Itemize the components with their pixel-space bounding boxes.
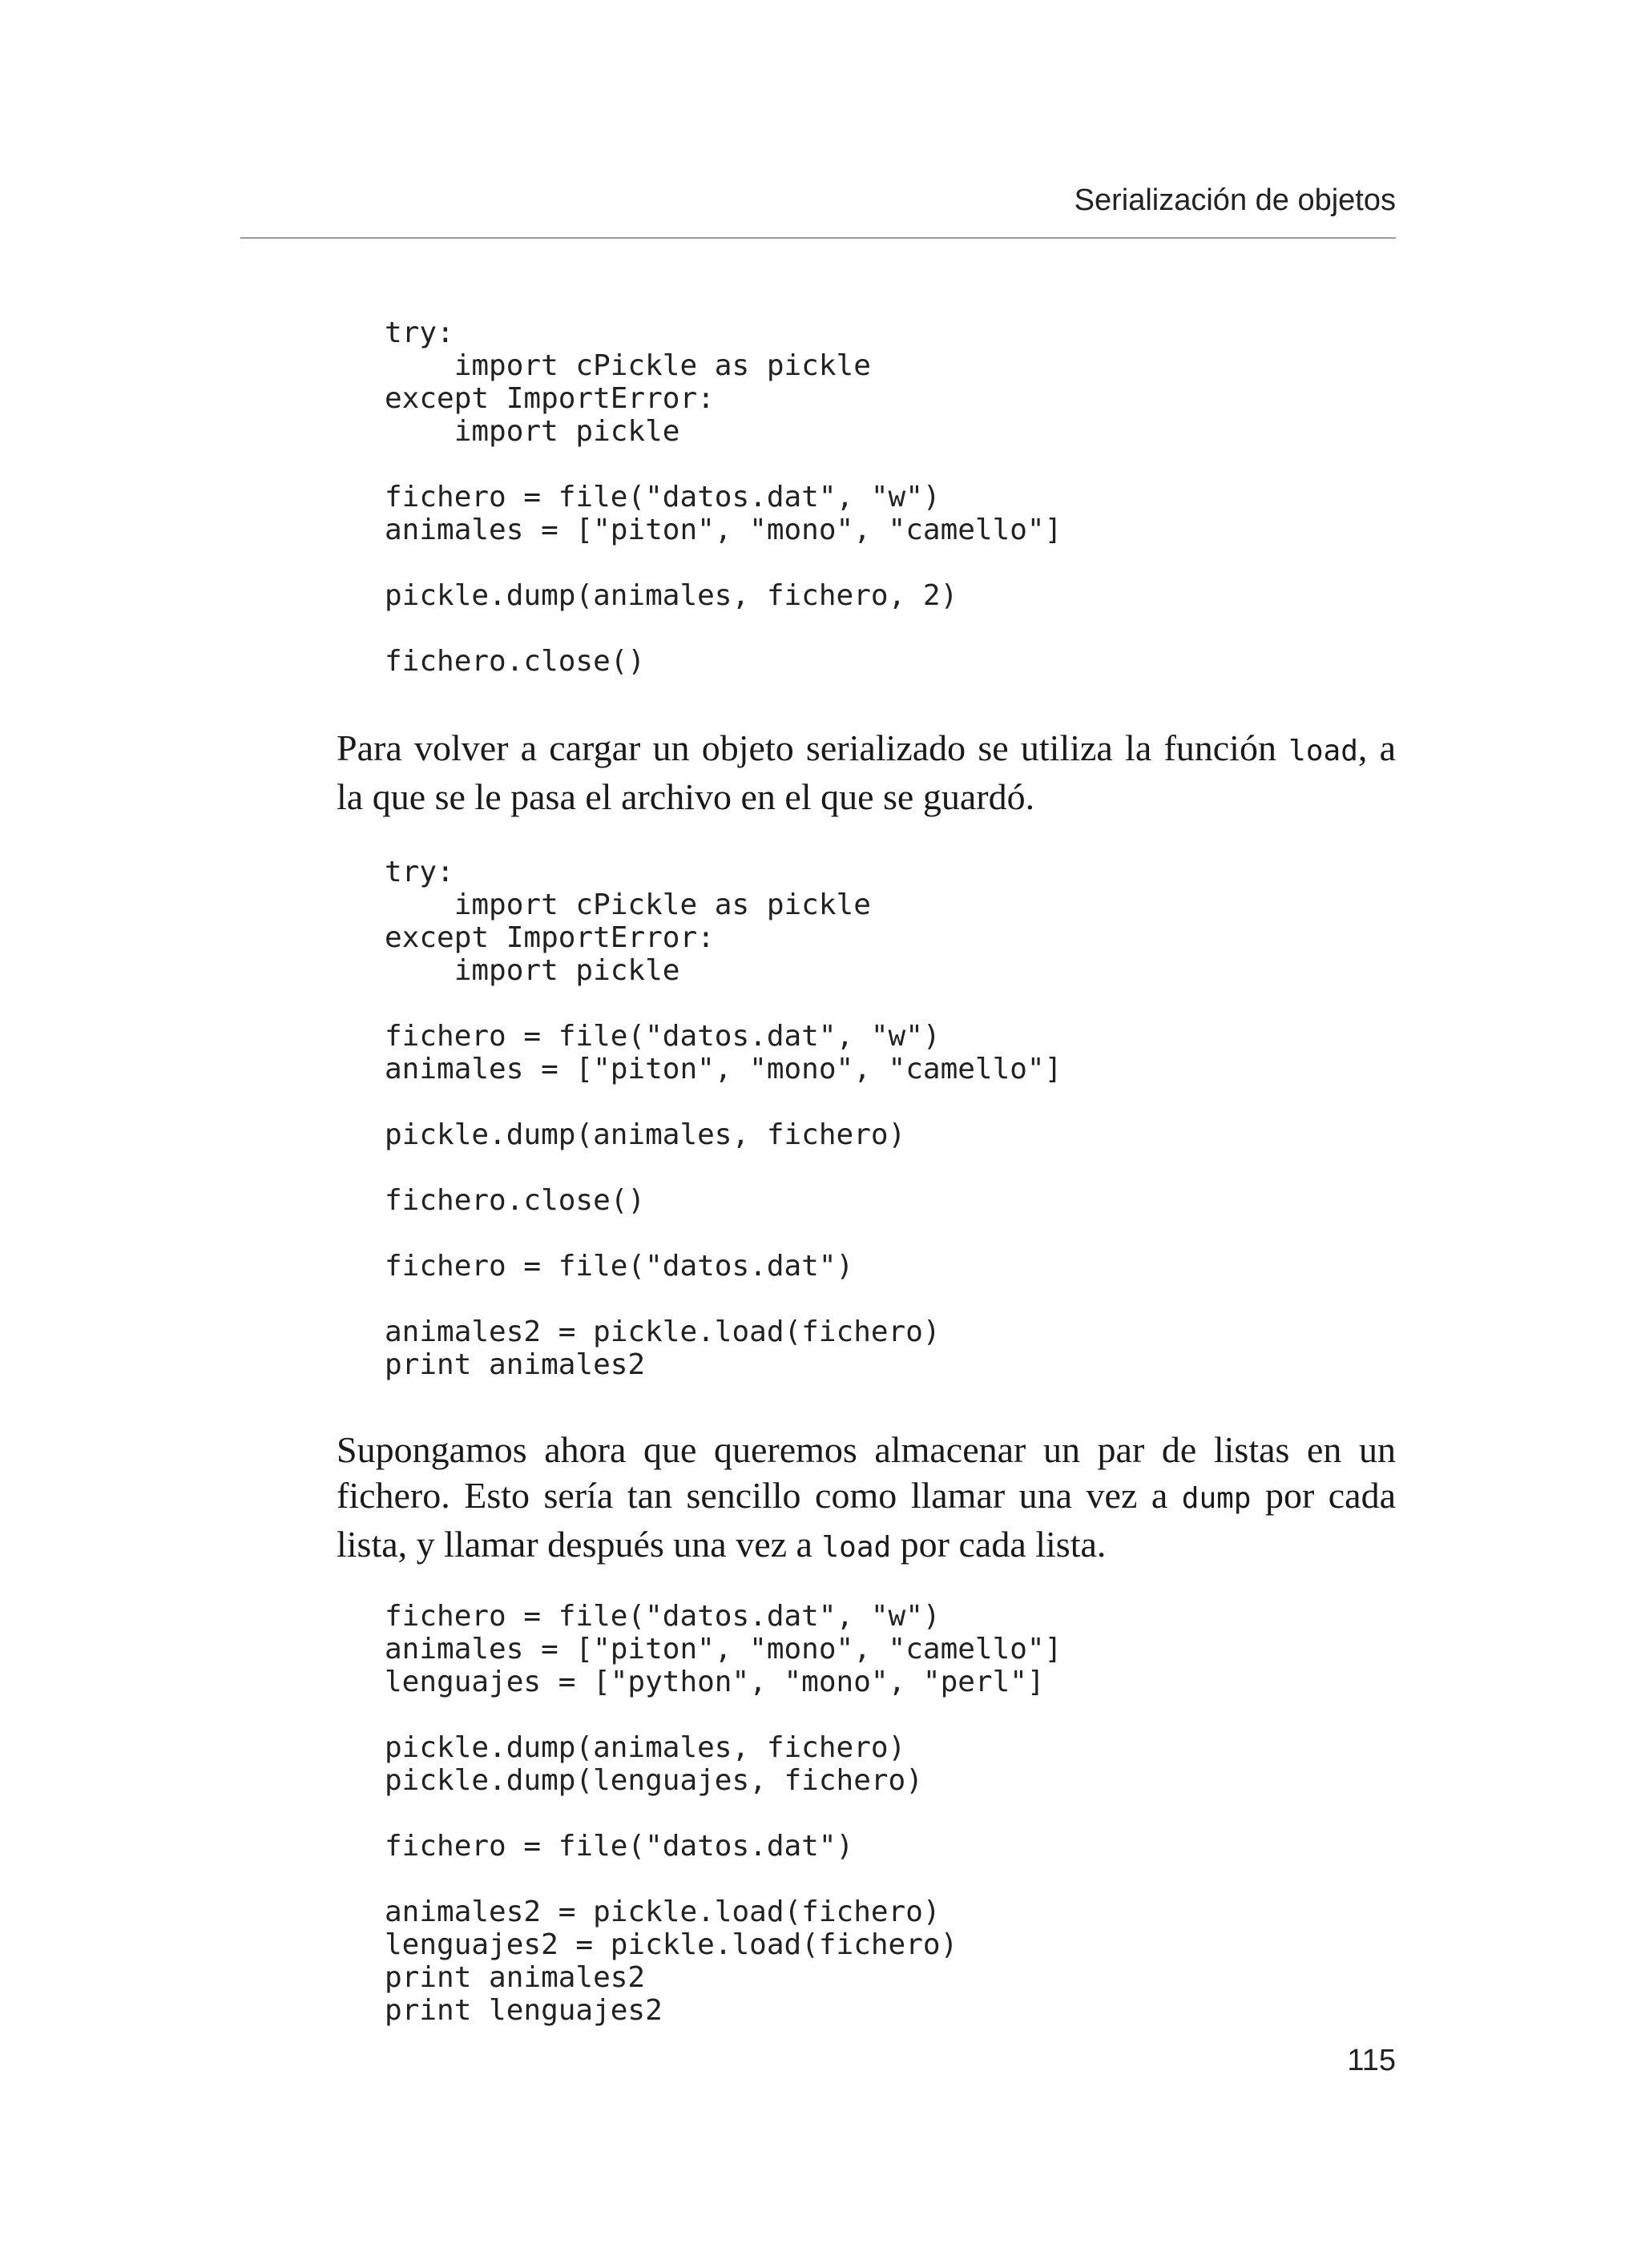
- code-line: fichero = file("datos.dat"): [385, 1830, 854, 1863]
- code-blank-line: [385, 1797, 1062, 1830]
- code-line: import pickle: [385, 954, 680, 987]
- code-line: print animales2: [385, 1961, 646, 1994]
- header-rule: [240, 237, 1396, 239]
- code-block-load: [385, 856, 1062, 1381]
- code-line: import pickle: [385, 415, 680, 448]
- code-blank-line: [385, 612, 1062, 645]
- code-blank-line: [385, 1086, 1062, 1118]
- paragraph-load-intro: [337, 725, 1396, 820]
- code-line: pickle.dump(animales, fichero): [385, 1118, 906, 1151]
- paragraph-text: por cada lista, y llamar después una vez a: [337, 1475, 1396, 1565]
- code-line: lenguajes2 = pickle.load(fichero): [385, 1928, 958, 1961]
- inline-code-load: load: [1288, 735, 1358, 767]
- code-line: animales2 = pickle.load(fichero): [385, 1315, 941, 1348]
- code-line: pickle.dump(animales, fichero): [385, 1731, 906, 1764]
- code-line: fichero = file("datos.dat", "w"): [385, 481, 941, 514]
- code-line: animales = ["piton", "mono", "camello"]: [385, 1053, 1062, 1086]
- code-block-write: [385, 316, 1062, 678]
- code-line: animales2 = pickle.load(fichero): [385, 1895, 941, 1928]
- code-line: import cPickle as pickle: [385, 888, 871, 921]
- paragraph-text: Para volver a cargar un objeto serializado se utiliza la función: [337, 727, 1289, 768]
- code-blank-line: [385, 546, 1062, 579]
- code-line: animales = ["piton", "mono", "camello"]: [385, 1633, 1062, 1666]
- code-blank-line: [385, 1698, 1062, 1731]
- code-line: animales = ["piton", "mono", "camello"]: [385, 514, 1062, 546]
- code-line: fichero = file("datos.dat", "w"): [385, 1020, 941, 1053]
- paragraph-multiple-lists: [337, 1427, 1396, 1570]
- code-blank-line: [385, 1863, 1062, 1895]
- page-number: 115: [1347, 2044, 1396, 2077]
- code-line: fichero.close(): [385, 1184, 646, 1217]
- code-line: except ImportError:: [385, 921, 715, 954]
- code-block-two-lists: [385, 1600, 1062, 2027]
- code-line: try:: [385, 856, 454, 888]
- code-blank-line: [385, 987, 1062, 1020]
- code-blank-line: [385, 1217, 1062, 1250]
- code-line: pickle.dump(animales, fichero, 2): [385, 579, 958, 612]
- paragraph-text: por cada lista.: [891, 1524, 1107, 1565]
- code-line: except ImportError:: [385, 382, 715, 415]
- code-line: import cPickle as pickle: [385, 349, 871, 382]
- code-line: try:: [385, 316, 454, 349]
- code-line: print animales2: [385, 1348, 646, 1381]
- inline-code-load: load: [821, 1531, 892, 1564]
- code-blank-line: [385, 1283, 1062, 1315]
- code-line: fichero.close(): [385, 645, 646, 678]
- code-blank-line: [385, 1151, 1062, 1184]
- paragraph-text: , a la que se le pasa el archivo en el que se guardó.: [337, 727, 1396, 817]
- running-header: Serialización de objetos: [1074, 183, 1396, 217]
- inline-code-dump: dump: [1181, 1482, 1252, 1515]
- code-line: fichero = file("datos.dat"): [385, 1250, 854, 1283]
- code-blank-line: [385, 448, 1062, 481]
- code-line: fichero = file("datos.dat", "w"): [385, 1600, 941, 1633]
- code-line: pickle.dump(lenguajes, fichero): [385, 1764, 923, 1797]
- code-line: print lenguajes2: [385, 1994, 663, 2027]
- paragraph-text: Supongamos ahora que queremos almacenar un par de listas en un fichero. Esto sería tan sencillo como llamar una vez a: [337, 1429, 1396, 1516]
- code-line: lenguajes = ["python", "mono", "perl"]: [385, 1666, 1045, 1698]
